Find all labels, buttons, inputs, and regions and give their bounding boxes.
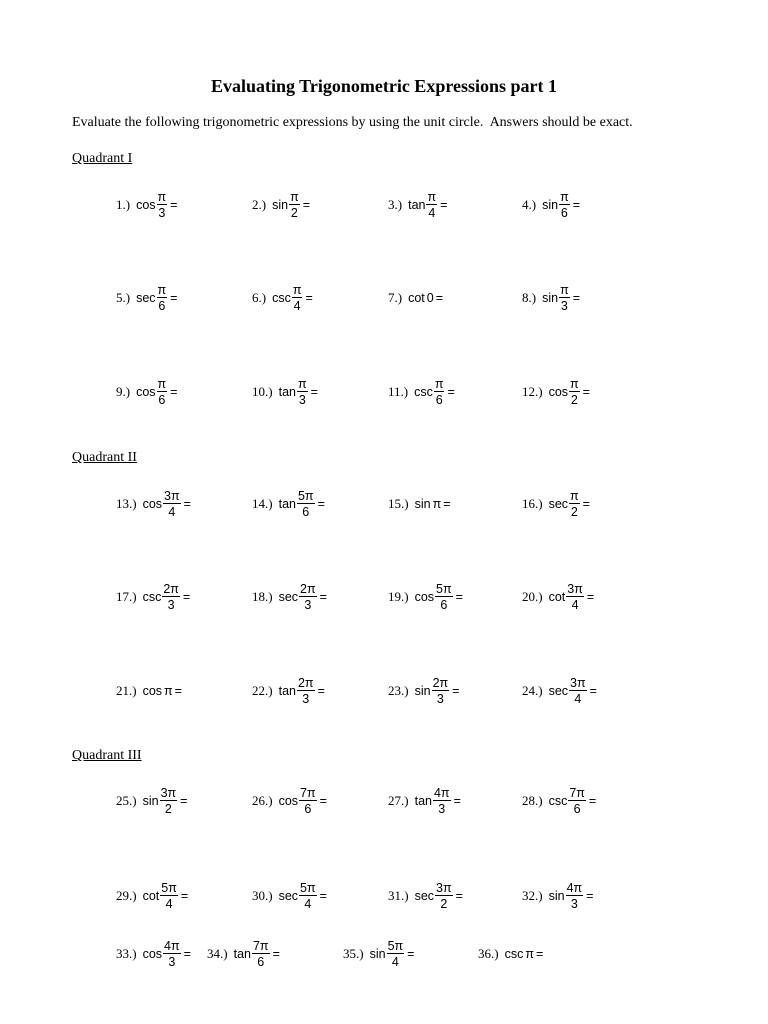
fraction-denominator: 3	[570, 897, 578, 911]
argument: π	[164, 684, 173, 698]
problem-number: 32.)	[522, 888, 543, 903]
problem-number: 31.)	[388, 888, 409, 903]
trig-function: csc	[272, 291, 291, 305]
problem-19	[388, 577, 463, 617]
problem-13	[116, 484, 191, 524]
problem-21	[116, 671, 182, 711]
problem-3	[388, 185, 447, 225]
fraction-denominator: 3	[167, 598, 175, 612]
problem-33	[116, 934, 191, 974]
problem-29	[116, 876, 188, 916]
trig-function: sec	[548, 684, 569, 698]
fraction-numerator: π	[560, 189, 569, 204]
problem-28	[522, 781, 596, 821]
problem-number: 20.)	[522, 589, 543, 604]
fraction	[432, 677, 450, 706]
problem-number: 16.)	[522, 496, 543, 511]
fraction-numerator: 2π	[432, 675, 449, 690]
fraction	[163, 940, 181, 969]
trig-function: cot	[408, 291, 425, 305]
trig-function: tan	[233, 947, 251, 961]
section-heading-quadrant-1: Quadrant I	[72, 151, 133, 166]
fraction-numerator: 5π	[300, 880, 316, 895]
argument: π	[432, 497, 442, 511]
equals-sign: =	[453, 794, 461, 808]
equals-sign: =	[452, 684, 460, 698]
fraction	[299, 583, 317, 612]
fraction-numerator: 7π	[569, 785, 585, 800]
equals-sign: =	[572, 291, 581, 305]
fraction	[569, 490, 580, 519]
problem-1	[116, 185, 177, 225]
problem-18	[252, 577, 327, 617]
trig-function: tan	[278, 497, 296, 511]
fraction	[289, 191, 300, 220]
problem-20	[522, 577, 594, 617]
problem-4	[522, 185, 580, 225]
fraction	[568, 787, 586, 816]
problem-number: 35.)	[343, 946, 364, 961]
equals-sign: =	[582, 385, 590, 399]
problem-number: 30.)	[252, 888, 273, 903]
problem-number: 14.)	[252, 496, 273, 511]
fraction-denominator: 2	[290, 206, 298, 220]
fraction	[157, 191, 168, 220]
problem-number: 2.)	[252, 197, 267, 212]
trig-function: cos	[136, 385, 156, 399]
equals-sign: =	[174, 684, 182, 698]
problem-23	[388, 671, 459, 711]
trig-function: sin	[272, 198, 289, 212]
fraction-denominator: 6	[440, 598, 448, 612]
equals-sign: =	[180, 794, 188, 808]
fraction-numerator: π	[297, 376, 307, 391]
trig-function: sin	[414, 684, 431, 698]
fraction-denominator: 4	[168, 505, 176, 519]
trig-function: cos	[136, 198, 156, 212]
fraction-numerator: π	[157, 282, 167, 297]
fraction-numerator: 5π	[436, 581, 452, 596]
equals-sign: =	[310, 385, 318, 399]
problem-6	[252, 278, 313, 318]
fraction	[566, 583, 584, 612]
fraction	[297, 378, 308, 407]
fraction-numerator: 3π	[570, 675, 586, 690]
problem-number: 5.)	[116, 290, 131, 305]
problem-10	[252, 372, 318, 412]
problem-number: 3.)	[388, 197, 403, 212]
equals-sign: =	[182, 590, 191, 604]
trig-function: sec	[414, 889, 435, 903]
problem-number: 18.)	[252, 589, 273, 604]
fraction	[157, 284, 168, 313]
fraction	[387, 940, 405, 969]
fraction-numerator: π	[157, 376, 167, 391]
fraction-denominator: 3	[304, 598, 312, 612]
fraction-numerator: 3π	[567, 581, 583, 596]
fraction-denominator: 3	[168, 955, 176, 969]
problem-30	[252, 876, 327, 916]
equals-sign: =	[447, 385, 455, 399]
trig-function: sin	[369, 947, 386, 961]
equals-sign: =	[589, 684, 597, 698]
fraction	[160, 882, 178, 911]
equals-sign: =	[586, 590, 595, 604]
equals-sign: =	[435, 291, 444, 305]
fraction	[559, 284, 570, 313]
section-heading-quadrant-2: Quadrant II	[72, 450, 137, 465]
trig-function: cos	[142, 684, 163, 698]
fraction-denominator: 4	[293, 299, 301, 313]
fraction-numerator: 2π	[297, 675, 314, 690]
trig-function: csc	[504, 947, 524, 961]
problem-27	[388, 781, 461, 821]
problem-26	[252, 781, 327, 821]
problem-number: 29.)	[116, 888, 137, 903]
fraction	[559, 191, 570, 220]
trig-function: csc	[414, 385, 433, 399]
trig-function: sin	[142, 794, 159, 808]
trig-function: sin	[548, 889, 565, 903]
trig-function: cos	[414, 590, 435, 604]
fraction-numerator: 3π	[436, 880, 452, 895]
fraction-denominator: 6	[158, 393, 166, 407]
equals-sign: =	[586, 889, 594, 903]
instructions-text: Evaluate the following trigonometric expressions by using the unit circle. Answers should be exact.	[72, 115, 633, 130]
problem-number: 6.)	[252, 290, 267, 305]
equals-sign: =	[319, 794, 327, 808]
fraction-denominator: 2	[440, 897, 448, 911]
trig-function: cos	[142, 947, 163, 961]
fraction-denominator: 3	[436, 692, 444, 706]
section-heading-quadrant-3: Quadrant III	[72, 748, 142, 763]
fraction-numerator: 7π	[252, 938, 269, 953]
problem-number: 27.)	[388, 793, 409, 808]
equals-sign: =	[317, 684, 325, 698]
fraction-numerator: 2π	[163, 581, 179, 596]
equals-sign: =	[407, 947, 415, 961]
fraction-denominator: 3	[302, 692, 310, 706]
problem-5	[116, 278, 177, 318]
fraction-denominator: 4	[391, 955, 399, 969]
fraction	[569, 378, 580, 407]
trig-function: sec	[278, 590, 299, 604]
problem-number: 15.)	[388, 496, 409, 511]
trig-function: tan	[278, 385, 296, 399]
problem-34	[207, 934, 280, 974]
problem-35	[343, 934, 414, 974]
fraction-denominator: 6	[560, 206, 568, 220]
fraction-denominator: 6	[435, 393, 443, 407]
problem-17	[116, 577, 190, 617]
fraction-denominator: 4	[304, 897, 312, 911]
problem-7	[388, 278, 443, 318]
fraction-numerator: 5π	[297, 488, 314, 503]
problem-number: 10.)	[252, 384, 273, 399]
trig-function: csc	[142, 590, 162, 604]
fraction-denominator: 4	[165, 897, 173, 911]
equals-sign: =	[455, 590, 463, 604]
problem-number: 17.)	[116, 589, 137, 604]
problem-12	[522, 372, 590, 412]
problem-number: 7.)	[388, 290, 403, 305]
equals-sign: =	[317, 497, 325, 511]
fraction-denominator: 4	[574, 692, 582, 706]
fraction	[299, 882, 317, 911]
equals-sign: =	[455, 889, 463, 903]
equals-sign: =	[440, 198, 448, 212]
problem-9	[116, 372, 177, 412]
fraction-denominator: 2	[164, 802, 172, 816]
equals-sign: =	[183, 497, 191, 511]
equals-sign: =	[319, 590, 327, 604]
trig-function: sec	[278, 889, 299, 903]
problem-32	[522, 876, 593, 916]
problem-number: 4.)	[522, 197, 537, 212]
problem-number: 9.)	[116, 384, 131, 399]
fraction-denominator: 6	[573, 802, 581, 816]
equals-sign: =	[443, 497, 451, 511]
fraction-numerator: π	[157, 189, 167, 204]
fraction	[297, 490, 315, 519]
equals-sign: =	[572, 198, 581, 212]
fraction-numerator: 4π	[566, 880, 583, 895]
argument: 0	[426, 291, 434, 305]
problem-16	[522, 484, 590, 524]
equals-sign: =	[272, 947, 280, 961]
trig-function: sin	[542, 291, 559, 305]
trig-function: csc	[548, 794, 568, 808]
fraction-denominator: 4	[571, 598, 579, 612]
problem-8	[522, 278, 580, 318]
fraction-denominator: 4	[428, 206, 436, 220]
trig-function: cos	[142, 497, 163, 511]
equals-sign: =	[319, 889, 327, 903]
problem-25	[116, 781, 187, 821]
fraction-numerator: π	[292, 282, 302, 297]
fraction-denominator: 6	[257, 955, 265, 969]
equals-sign: =	[180, 889, 189, 903]
fraction	[569, 677, 587, 706]
argument: π	[525, 947, 534, 961]
equals-sign: =	[588, 794, 597, 808]
fraction-numerator: 5π	[161, 880, 177, 895]
fraction	[162, 583, 180, 612]
fraction-denominator: 3	[158, 206, 166, 220]
problem-36	[478, 934, 543, 974]
equals-sign: =	[170, 198, 178, 212]
problem-number: 21.)	[116, 683, 137, 698]
problem-number: 22.)	[252, 683, 273, 698]
fraction-numerator: 3π	[160, 785, 177, 800]
problem-number: 24.)	[522, 683, 543, 698]
fraction-numerator: π	[560, 282, 569, 297]
worksheet-title: Evaluating Trigonometric Expressions part 1	[210, 76, 558, 96]
problem-14	[252, 484, 325, 524]
problem-number: 28.)	[522, 793, 543, 808]
trig-function: cos	[548, 385, 569, 399]
fraction-numerator: 4π	[164, 938, 180, 953]
equals-sign: =	[302, 198, 311, 212]
fraction-numerator: 5π	[387, 938, 404, 953]
problem-31	[388, 876, 463, 916]
trig-function: sec	[136, 291, 156, 305]
equals-sign: =	[305, 291, 313, 305]
fraction	[434, 378, 445, 407]
equals-sign: =	[582, 497, 590, 511]
fraction-numerator: π	[434, 376, 444, 391]
problem-number: 13.)	[116, 496, 137, 511]
trig-function: cot	[142, 889, 160, 903]
fraction	[435, 583, 453, 612]
problem-number: 19.)	[388, 589, 409, 604]
problem-22	[252, 671, 325, 711]
trig-function: tan	[278, 684, 296, 698]
trig-function: sin	[414, 497, 431, 511]
problem-number: 23.)	[388, 683, 409, 698]
problem-number: 34.)	[207, 946, 228, 961]
fraction	[297, 677, 315, 706]
fraction-numerator: 2π	[300, 581, 316, 596]
problem-number: 33.)	[116, 946, 137, 961]
fraction-denominator: 3	[560, 299, 568, 313]
fraction-numerator: 3π	[164, 488, 180, 503]
fraction-denominator: 6	[304, 802, 312, 816]
fraction-numerator: π	[570, 488, 579, 503]
trig-function: tan	[414, 794, 432, 808]
fraction-denominator: 6	[302, 505, 310, 519]
fraction	[566, 882, 584, 911]
fraction	[433, 787, 451, 816]
problem-2	[252, 185, 310, 225]
fraction-denominator: 3	[298, 393, 306, 407]
trig-function: sin	[542, 198, 559, 212]
fraction-denominator: 2	[570, 505, 578, 519]
equals-sign: =	[535, 947, 544, 961]
fraction-numerator: π	[290, 189, 299, 204]
problem-24	[522, 671, 597, 711]
fraction	[157, 378, 168, 407]
equals-sign: =	[183, 947, 191, 961]
problem-11	[388, 372, 455, 412]
fraction-denominator: 2	[570, 393, 578, 407]
problem-number: 8.)	[522, 290, 537, 305]
fraction	[160, 787, 178, 816]
equals-sign: =	[170, 385, 178, 399]
problem-number: 26.)	[252, 793, 273, 808]
fraction-numerator: π	[570, 376, 579, 391]
fraction	[252, 940, 270, 969]
problem-15	[388, 484, 451, 524]
fraction	[292, 284, 303, 313]
fraction-numerator: π	[427, 189, 437, 204]
fraction-numerator: 4π	[433, 785, 450, 800]
problem-number: 36.)	[478, 946, 499, 961]
trig-function: tan	[408, 198, 426, 212]
fraction-denominator: 3	[438, 802, 446, 816]
trig-function: cos	[278, 794, 299, 808]
trig-function: sec	[548, 497, 569, 511]
fraction	[299, 787, 317, 816]
fraction-denominator: 6	[158, 299, 166, 313]
problem-number: 1.)	[116, 197, 131, 212]
problem-number: 11.)	[388, 384, 409, 399]
fraction	[435, 882, 453, 911]
equals-sign: =	[170, 291, 178, 305]
fraction	[163, 490, 181, 519]
problem-number: 25.)	[116, 793, 137, 808]
fraction-numerator: 7π	[300, 785, 316, 800]
fraction	[426, 191, 437, 220]
problem-number: 12.)	[522, 384, 543, 399]
trig-function: cot	[548, 590, 566, 604]
